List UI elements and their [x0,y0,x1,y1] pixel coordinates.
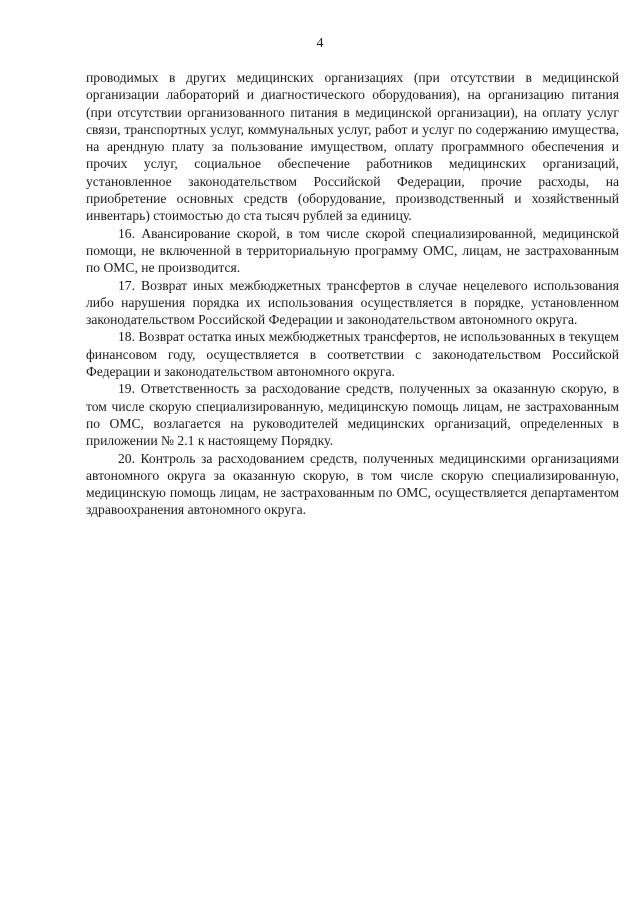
paragraph-17: 17. Возврат иных межбюджетных трансфертов в случае нецелевого использования либо нарушения порядка их использования осуществляется в порядке, установленном законодательством Российской Федерации и законодательством автономного округа. [86,277,619,328]
paragraph-16: 16. Авансирование скорой, в том числе скорой специализированной, медицинской помощи, не включенной в территориальную программу ОМС, лицам, не застрахованным по ОМС, не производится. [86,225,619,276]
page-number: 4 [316,36,324,51]
paragraph-19: 19. Ответственность за расходование средств, полученных за оказанную скорую, в том числе скорую специализированную, медицинскую помощь лицам, не застрахованным по ОМС, возлагается на руководителей медицинских организаций, определенных в приложении № 2.1 к настоящему Порядку. [86,381,619,449]
paragraph-20: 20. Контроль за расходованием средств, полученных медицинскими организациями автономного округа за оказанную скорую, в том числе скорую специализированную, медицинскую помощь лицам, не застрахованным по ОМС, осуществляется департаментом здравоохранения автономного округа. [86,450,619,518]
paragraph-18: 18. Возврат остатка иных межбюджетных трансфертов, не использованных в текущем финансовом году, осуществляется в соответствии с законодательством Российской Федерации и законодательством автономного округа. [86,329,619,380]
paragraph-continuation: проводимых в других медицинских организациях (при отсутствии в медицинской организации лабораторий и диагностического оборудования), на организацию питания (при отсутствии организованного питания в медицинской организации), на оплату услуг связи, транспортных услуг, коммунальных услуг, работ и услуг по содержанию имущества, на арендную плату за пользование имуществом, оплату программного обеспечения и прочих услуг, социальное обеспечение работников медицинских организаций, установленное законодательством Российской Федерации, прочие расходы, на приобретение основных средств (оборудование, производственный и хозяйственный инвентарь) стоимостью до ста тысяч рублей за единицу. [86,70,619,224]
document-body [86,69,619,519]
